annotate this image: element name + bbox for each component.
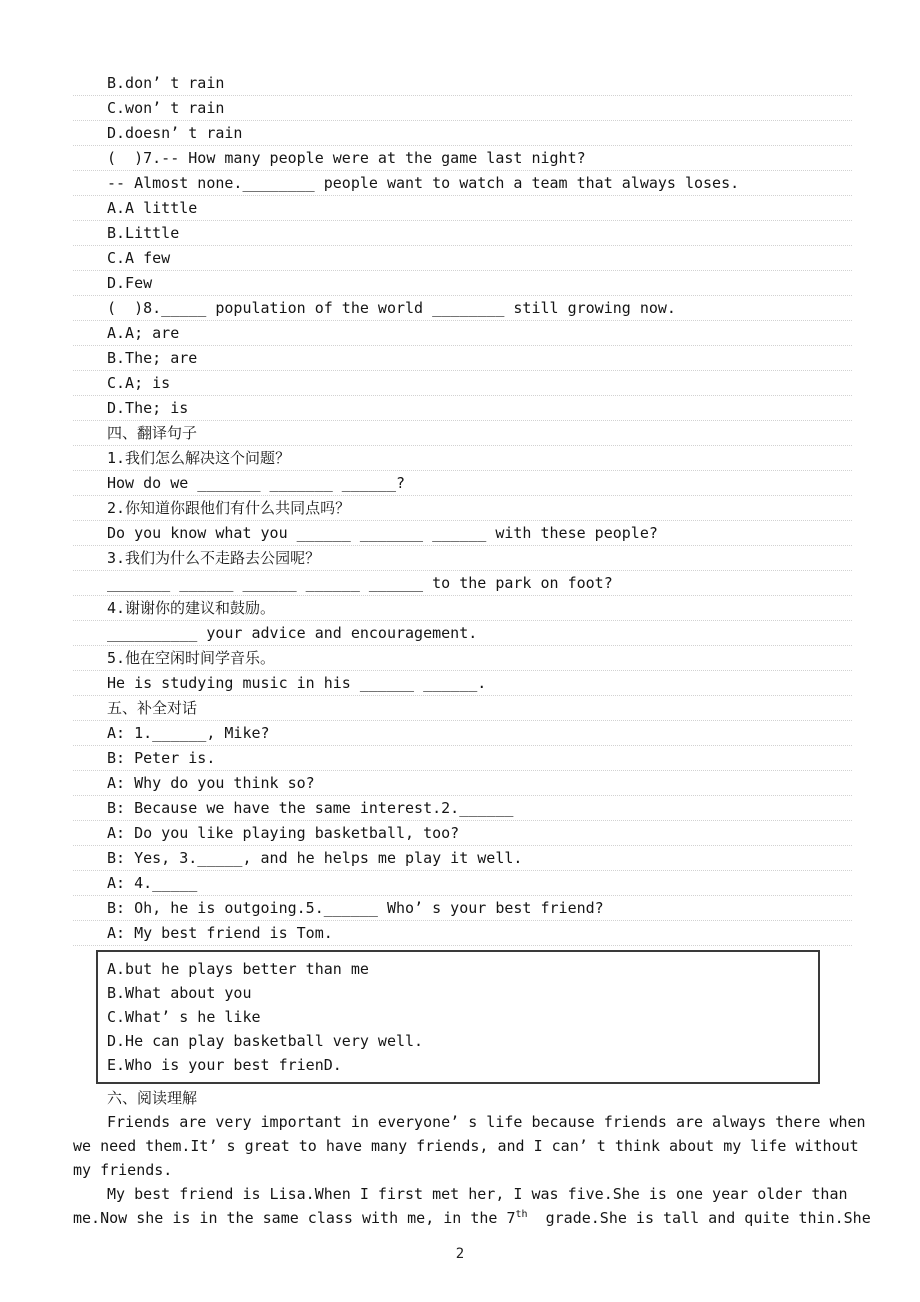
worksheet-lines-region bbox=[73, 71, 852, 946]
text-line: C.won’ t rain bbox=[73, 96, 852, 121]
text-line: we need them.It’ s great to have many friends, and I can’ t think about my life without bbox=[73, 1137, 859, 1155]
text-line: 4.谢谢你的建议和鼓励。 bbox=[73, 596, 852, 621]
text-line: Do you know what you ______ _______ ______ with these people? bbox=[73, 521, 852, 546]
text-line: A: Do you like playing basketball, too? bbox=[73, 821, 852, 846]
text-line: How do we _______ _______ ______? bbox=[73, 471, 852, 496]
text-line: B: Oh, he is outgoing.5.______ Who’ s your best friend? bbox=[73, 896, 852, 921]
text-line: C.What’ s he like bbox=[107, 1008, 261, 1026]
text-line: B: Because we have the same interest.2.______ bbox=[73, 796, 852, 821]
text-line: A: 4._____ bbox=[73, 871, 852, 896]
document-content bbox=[73, 71, 871, 1230]
text-line: A: My best friend is Tom. bbox=[73, 921, 852, 946]
text-line: _______ ______ ______ ______ ______ to the park on foot? bbox=[73, 571, 852, 596]
text-line: B: Yes, 3._____, and he helps me play it well. bbox=[73, 846, 852, 871]
text-line: C.A few bbox=[73, 246, 852, 271]
reading-passage bbox=[73, 1110, 871, 1230]
text-line: A: 1.______, Mike? bbox=[73, 721, 852, 746]
text-line: -- Almost none.________ people want to watch a team that always loses. bbox=[73, 171, 852, 196]
text-line: B.The; are bbox=[73, 346, 852, 371]
text-line: B.What about you bbox=[107, 984, 252, 1002]
text-line: D.Few bbox=[73, 271, 852, 296]
text-line: 四、翻译句子 bbox=[73, 421, 852, 446]
text-line: 3.我们为什么不走路去公园呢？ bbox=[73, 546, 852, 571]
text-line: Friends are very important in everyone’ s life because friends are always there when bbox=[107, 1113, 866, 1131]
text-line: 5.他在空闲时间学音乐。 bbox=[73, 646, 852, 671]
text-line: A.A little bbox=[73, 196, 852, 221]
text-line: A.A; are bbox=[73, 321, 852, 346]
options-box bbox=[96, 950, 820, 1084]
text-line: B.don’ t rain bbox=[73, 71, 852, 96]
text-line: me.Now she is in the same class with me, in the 7th grade.She is tall and quite thin.She bbox=[73, 1209, 871, 1227]
text-line: C.A; is bbox=[73, 371, 852, 396]
text-line: my friends. bbox=[73, 1161, 173, 1179]
text-line: He is studying music in his ______ ______. bbox=[73, 671, 852, 696]
text-line: 五、补全对话 bbox=[73, 696, 852, 721]
text-line: D.He can play basketball very well. bbox=[107, 1032, 424, 1050]
text-line: 1.我们怎么解决这个问题？ bbox=[73, 446, 852, 471]
text-line: A: Why do you think so? bbox=[73, 771, 852, 796]
text-line: D.The; is bbox=[73, 396, 852, 421]
superscript: th bbox=[515, 1209, 528, 1220]
text-line: My best friend is Lisa.When I first met her, I was five.She is one year older than bbox=[107, 1185, 848, 1203]
text-line: E.Who is your best frienD. bbox=[107, 1056, 342, 1074]
text-line: ( )7.-- How many people were at the game last night? bbox=[73, 146, 852, 171]
text-line: A.but he plays better than me bbox=[107, 960, 369, 978]
text-line: D.doesn’ t rain bbox=[73, 121, 852, 146]
page-number: 2 bbox=[455, 1246, 465, 1262]
text-line: 2.你知道你跟他们有什么共同点吗？ bbox=[73, 496, 852, 521]
text-line: __________ your advice and encouragement. bbox=[73, 621, 852, 646]
text-line: ( )8._____ population of the world ________ still growing now. bbox=[73, 296, 852, 321]
reading-section-heading: 六、阅读理解 bbox=[107, 1089, 198, 1107]
text-line: B.Little bbox=[73, 221, 852, 246]
text-line: B: Peter is. bbox=[73, 746, 852, 771]
